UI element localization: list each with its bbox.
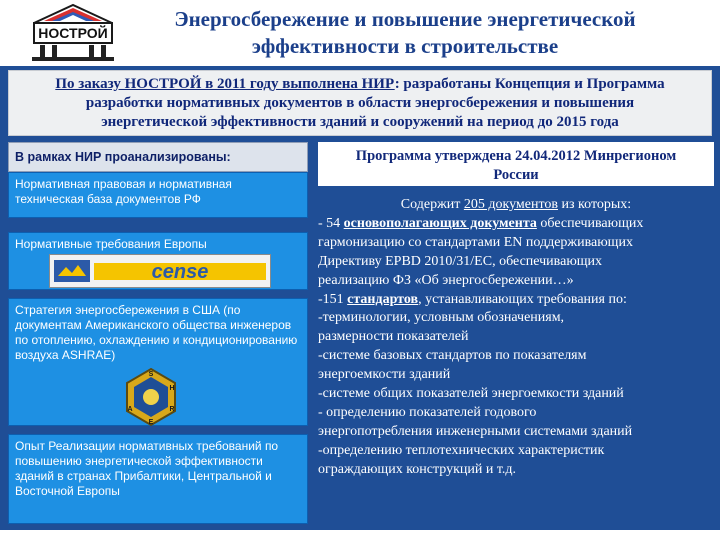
contents-line-5 <box>318 291 714 310</box>
intro-line-1 <box>9 75 711 94</box>
ashrae-letter-a: A <box>127 406 133 413</box>
contents-line-8: -системе базовых стандартов по показателям <box>318 348 587 364</box>
contents-line-9: энергоемкости зданий <box>318 367 451 383</box>
contents-line-6: -терминологии, условным обозначениям, <box>318 310 565 326</box>
bottom-bar <box>0 530 720 540</box>
contents-line-1 <box>318 215 714 234</box>
intro-underlined: По заказу НОСТРОЙ в 2011 году выполнена НИР <box>55 76 395 92</box>
title-line-2: эффективности в строительстве <box>251 34 559 58</box>
cense-logo <box>49 254 271 288</box>
baltic-box <box>8 434 308 524</box>
intro-line-3: энергетической эффективности зданий и сооружений на период до 2015 года <box>101 114 619 130</box>
l1-suffix: обеспечивающих <box>536 215 644 231</box>
approved-line-1: Программа утверждена 24.04.2012 Минрегионом <box>355 148 677 164</box>
approved-line-2: России <box>493 167 539 183</box>
ashrae-letter-s: S <box>148 371 154 378</box>
ashrae-letter-e: E <box>148 419 154 426</box>
intro-band <box>8 70 712 136</box>
l5-prefix: -151 <box>318 291 348 307</box>
contents-line-10: -системе общих показателей энергоемкости зданий <box>318 386 624 402</box>
contents-line-11: - определению показателей годового <box>318 404 537 420</box>
contents-line-7: размерности показателей <box>318 329 469 345</box>
contents-line-13: -определению теплотехнических характеристик <box>318 442 605 458</box>
usa-box <box>8 298 308 426</box>
header <box>0 0 720 66</box>
contents-suffix: из которых: <box>558 197 632 212</box>
l1-prefix: - 54 <box>318 215 344 231</box>
contents-line-12: энергопотребления инженерными системами зданий <box>318 423 633 439</box>
title-line-1: Энергосбережение и повышение энергетической <box>174 7 636 31</box>
contents-line-3: Директиву EPBD 2010/31/EC, обеспечивающих <box>318 253 603 269</box>
russian-base-box <box>8 172 308 218</box>
contents-line-2: гармонизацию со стандартами EN поддерживающих <box>318 234 633 250</box>
intro-line-1-rest: : разработаны Концепция и Программа <box>394 76 665 92</box>
europe-box <box>8 232 308 290</box>
baltic-text: Опыт Реализации нормативных требований по повышению энергетической эффективности зданий в странах Прибалтики, Центральной и Восточной Европы <box>15 439 279 498</box>
l1-bold: основополагающих документа <box>343 215 537 231</box>
program-approved-box <box>318 142 714 186</box>
page-title <box>140 6 670 60</box>
usa-text: Стратегия энергосбережения в США (по документам Американского общества инженеров по отоплению, охлаждению и кондиционированию воздуха ASHRAE) <box>15 303 298 362</box>
ashrae-letter-r: R <box>169 406 175 413</box>
program-contents <box>318 196 714 496</box>
nostroy-logo <box>30 3 116 63</box>
l5-suffix: , устанавливающих требования по: <box>418 291 627 307</box>
europe-text: Нормативные требования Европы <box>15 237 207 251</box>
intro-line-2: разработки нормативных документов в области энергосбережения и повышения <box>85 95 635 111</box>
cense-logo-text: cense <box>151 261 209 283</box>
analyzed-heading: В рамках НИР проанализированы: <box>8 142 308 172</box>
ashrae-letter-h: H <box>169 385 175 392</box>
logo-text: НОСТРОЙ <box>38 25 108 41</box>
contents-line-14: ограждающих конструкций и т.д. <box>318 461 517 477</box>
contents-line-4: реализацию ФЗ «Об энергосбережении…» <box>318 272 574 288</box>
l5-bold: стандартов <box>347 291 419 307</box>
ashrae-logo <box>121 367 181 427</box>
russian-base-text: Нормативная правовая и нормативная техническая база документов РФ <box>15 177 232 206</box>
contents-heading <box>318 196 714 215</box>
contents-count: 205 документов <box>463 197 559 212</box>
contents-prefix: Содержит <box>400 197 464 212</box>
